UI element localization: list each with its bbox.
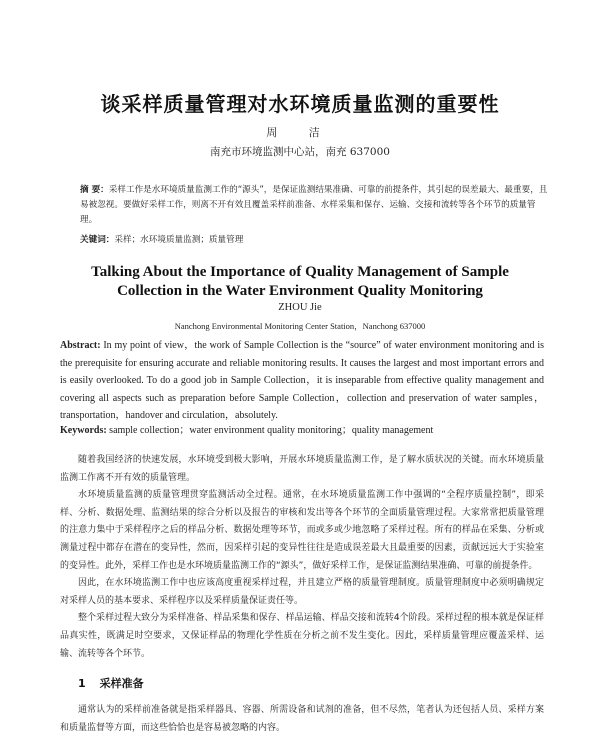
chinese-abstract-label: 摘 要： bbox=[80, 185, 109, 195]
body-paragraph: 水环境质量监测的质量管理贯穿监测活动全过程。通常，在水环境质量监测工作中强调的“全程序质量控制”，即采样、分析、数据处理、监测结果的综合分析以及报告的审核和发出等各个环节的全面质量管理过程。大家常常把质量管理的注意力集中于采样程序之后的样品分析、数据处理等环节，而或多或少地忽略了采样过程。所有的样品在采集、分析或测量过程中都存在潜在的变异性，然而，因采样引起的变异性往往是造成误差最大且最重要的因素，贡献远远大于实验室的变异性。此外，采样工作也是水环境质量监测工作的“源头”，做好采样工作，是保证监测结果准确、可靠的前提条件。 bbox=[60, 490, 544, 571]
chinese-keywords-label: 关键词： bbox=[80, 235, 115, 245]
chinese-keywords-text: 采样；水环境质量监测；质量管理 bbox=[114, 235, 244, 245]
english-author: ZHOU Jie bbox=[278, 302, 322, 313]
body-paragraph: 整个采样过程大致分为采样准备、样品采集和保存、样品运输、样品交接和流转4个阶段。采样过程的根本就是保证样品真实性，既满足时空要求，又保证样品的物理化学性质在分析之前不发生变化。因此，采样质量管理应覆盖采样、运输、流转等各个环节。 bbox=[60, 613, 544, 659]
section-number: 1 bbox=[78, 677, 86, 690]
body-paragraph: 通常认为的采样前准备就是指采样器具、容器、所需设备和试剂的准备，但不尽然，笔者认为还包括人员、采样方案和质量监督等方面，而这些恰恰也是容易被忽略的内容。 bbox=[60, 705, 544, 733]
chinese-title: 谈采样质量管理对水环境质量监测的重要性 bbox=[100, 92, 500, 116]
chinese-author: 周 洁 bbox=[266, 126, 334, 139]
english-keywords-label: Keywords: bbox=[60, 425, 107, 436]
chinese-affiliation: 南充市环境监测中心站，南充 637000 bbox=[210, 146, 390, 158]
body-intro bbox=[60, 452, 544, 663]
english-affiliation: Nanchong Environmental Monitoring Center Station，Nanchong 637000 bbox=[174, 321, 426, 331]
section-heading bbox=[78, 675, 144, 691]
chinese-abstract bbox=[80, 183, 550, 228]
body-paragraph: 因此，在水环境监测工作中也应该高度重视采样过程，并且建立严格的质量管理制度。质量管理制度中必须明确规定对采样人员的基本要求、采样程序以及采样质量保证责任等。 bbox=[60, 578, 544, 606]
english-keywords bbox=[60, 423, 544, 439]
english-title-line-1: Talking About the Importance of Quality Management of Sample bbox=[91, 264, 509, 280]
section-title: 采样准备 bbox=[99, 677, 144, 690]
chinese-abstract-text: 采样工作是水环境质量监测工作的“源头”，是保证监测结果准确、可靠的前提条件，其引起的误差最大、最重要，且易被忽视。要做好采样工作，则离不开有效且覆盖采样前准备、水样采集和保存、运输、交接和流转等各个环节的质量管理。 bbox=[80, 185, 548, 225]
english-abstract-text: In my point of view，the work of Sample Collection is the “source” of water environment monitoring and is the prerequisite for ensuring accurate and reliable monitoring results. It causes the largest and most important errors and is easily overlooked. To do a good job in Sample Collection，it is inseparable from effective quality management and covering all aspects such as preparation before Sample Collection，collection and preservation of water samples，transportation，handover and circulation，absolutely. bbox=[60, 340, 544, 421]
english-abstract bbox=[60, 337, 544, 425]
english-abstract-label: Abstract: bbox=[60, 340, 101, 351]
english-title bbox=[0, 263, 600, 301]
section-1-body bbox=[60, 702, 544, 737]
english-title-line-2: Collection in the Water Environment Quality Monitoring bbox=[117, 283, 483, 299]
body-paragraph: 随着我国经济的快速发展，水环境受到极大影响，开展水环境质量监测工作，是了解水质状况的关键。而水环境质量监测工作离不开有效的质量管理。 bbox=[60, 455, 544, 483]
english-keywords-text: sample collection；water environment quality monitoring；quality management bbox=[106, 425, 434, 436]
chinese-keywords bbox=[80, 233, 550, 248]
